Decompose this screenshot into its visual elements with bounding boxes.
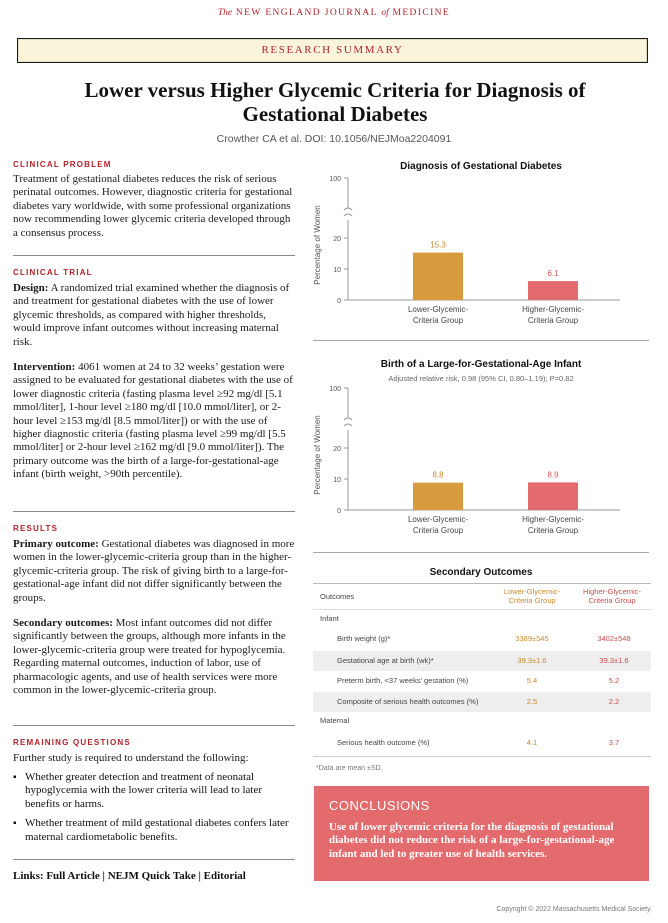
conclusions-text: Use of lower glycemic criteria for the diagnosis of gestational diabetes did not reduce the risk of a large-for-gestational-age infant and led to greater use of health services. (329, 821, 615, 860)
article-links[interactable]: Links: Full Article | NEJM Quick Take | Editorial (13, 870, 246, 882)
col-header-lower (496, 587, 568, 605)
chart1-title: Diagnosis of Gestational Diabetes (400, 161, 562, 172)
table-row (313, 629, 651, 649)
bar (528, 482, 578, 510)
bar (528, 281, 578, 300)
value-higher: 3.7 (608, 738, 620, 747)
intervention-paragraph (13, 361, 295, 482)
y-tick-label: 100 (329, 386, 341, 393)
col-header-higher-line2: Criteria Group (588, 596, 636, 605)
intervention-label: Intervention: (13, 361, 76, 373)
x-category-label: Criteria Group (527, 526, 579, 535)
secondary-outcomes-label: Secondary outcomes: (13, 617, 113, 629)
x-category-label: Lower-Glycemic- (407, 305, 469, 314)
design-text: A randomized trial examined whether the diagnosis of and treatment for gestational diabetes with the use of lower glycemic thresholds, as compared with higher thresholds, would improve infant outcomes without increasing maternal risk. (13, 282, 290, 348)
y-tick-label: 0 (337, 298, 341, 305)
conclusions-heading: CONCLUSIONS (329, 798, 430, 813)
divider (313, 756, 651, 757)
copyright: Copyright © 2022 Massachusetts Medical Society. (496, 906, 652, 913)
design-label: Design: (13, 282, 49, 294)
col-header-lower-line2: Criteria Group (508, 596, 556, 605)
primary-outcome-paragraph (13, 538, 295, 605)
list-item: ▪ Whether greater detection and treatment of neonatal hypoglycemia with the lower criteria will lead to later benefits or harms. (13, 771, 295, 811)
value-lower: 39.3±1.6 (517, 656, 547, 665)
chart-large-for-gestational-age (310, 380, 650, 542)
chart2-subtitle: Adjusted relative risk, 0.98 (95% CI, 0.80–1.19); P=0.82 (388, 374, 574, 383)
divider (313, 609, 651, 610)
y-tick-label: 10 (333, 477, 341, 484)
value-lower: 2.5 (526, 697, 538, 706)
divider (13, 511, 295, 512)
x-category-label: Criteria Group (527, 316, 579, 325)
row-label: Birth weight (g)* (337, 634, 391, 643)
col-header-higher (574, 587, 650, 605)
banner-label: RESEARCH SUMMARY (261, 44, 404, 56)
axis-break-mark (344, 418, 352, 426)
x-category-label: Higher-Glycemic- (522, 515, 584, 524)
table-row (313, 733, 651, 753)
x-category-label: Criteria Group (412, 526, 464, 535)
divider (13, 255, 295, 256)
intervention-text: 4061 women at 24 to 32 weeks’ gestation were assigned to be evaluated for gestational diabetes with the use of lower diagnostic criteria (fasting plasma level ≥92 mg/dl [5.1 mmol/liter], 1-hour level ≥180 mg/dl [10.0 mmol/liter], or 2-hour level ≥153 mg/dl [8.5 mmol/liter]) or with the use of higher diagnostic criteria (fasting plasma level ≥99 mg/dl [5.5 mmol/liter] or 2-hour level ≥162 mg/dl [9.0 mmol/liter]). The primary outcome was the birth of a large-for-gestational-age infant (birth weight, >90th percentile). (13, 361, 293, 481)
bar-value-label: 8.8 (432, 470, 444, 480)
bar (413, 253, 463, 300)
value-lower: 4.1 (526, 738, 538, 747)
row-label: Composite of serious health outcomes (%) (337, 697, 479, 706)
remaining-questions-list (13, 771, 295, 850)
masthead-of: of (381, 8, 389, 18)
value-higher: 3402±548 (597, 634, 631, 643)
results-heading: RESULTS (13, 524, 59, 533)
divider (313, 340, 649, 341)
value-higher: 5.2 (608, 676, 620, 685)
secondary-outcomes-text: Most infant outcomes did not differ significantly between the groups, although more infants in the lower-glycemic-criteria group were treated for hypoglycemia. Regarding maternal outcomes, induction of labor, use of pharmacologic agents, and use of health services were more common in the lower-glycemic-criteria group. (13, 617, 286, 697)
clinical-trial-heading: CLINICAL TRIAL (13, 268, 93, 277)
clinical-problem-text: Treatment of gestational diabetes reduces the risk of serious perinatal outcomes. However, diagnostic criteria for gestational diabetes vary worldwide, with some professional organizations now recommending lower glycemic criteria developed through a consensus process. (13, 173, 293, 239)
x-category-label: Lower-Glycemic- (407, 515, 469, 524)
x-category-label: Higher-Glycemic- (522, 305, 584, 314)
y-tick-label: 20 (333, 236, 341, 243)
value-higher: 39.3±1.6 (599, 656, 629, 665)
clinical-problem-heading: CLINICAL PROBLEM (13, 160, 112, 169)
divider (313, 583, 651, 584)
value-lower: 3389±545 (515, 634, 549, 643)
masthead-the: The (217, 8, 233, 18)
y-axis-label: Percentage of Women (313, 205, 322, 285)
y-tick-label: 100 (329, 176, 341, 183)
secondary-outcomes-title: Secondary Outcomes (429, 567, 533, 578)
chart-diagnosis-gestational-diabetes (310, 170, 650, 332)
masthead-name-part2: MEDICINE (392, 8, 451, 18)
remaining-questions-intro: Further study is required to understand the following: (13, 752, 249, 764)
journal-masthead (0, 8, 668, 18)
table-footnote: *Data are mean ±SD. (316, 765, 383, 772)
divider (313, 552, 649, 553)
primary-outcome-label: Primary outcome: (13, 538, 99, 550)
chart2-title: Birth of a Large-for-Gestational-Age Infant (380, 359, 582, 370)
row-label: Preterm birth, <37 weeks’ gestation (%) (337, 676, 469, 685)
bar-value-label: 6.1 (547, 269, 559, 279)
col-header-outcomes: Outcomes (320, 592, 355, 601)
citation: Crowther CA et al. DOI: 10.1056/NEJMoa2204091 (216, 133, 452, 145)
y-tick-label: 20 (333, 446, 341, 453)
value-higher: 2.2 (608, 697, 620, 706)
list-item: ▪ Whether treatment of mild gestational diabetes confers later maternal cardiometabolic benefits. (13, 817, 295, 844)
row-label: Gestational age at birth (wk)* (337, 656, 434, 665)
research-summary-banner (17, 38, 648, 63)
bar-value-label: 8.9 (547, 470, 559, 480)
remaining-questions-heading: REMAINING QUESTIONS (13, 738, 131, 747)
row-label: Serious health outcome (%) (337, 738, 430, 747)
divider (13, 725, 295, 726)
y-tick-label: 0 (337, 508, 341, 515)
group-label-infant: Infant (320, 614, 339, 623)
table-row (313, 651, 651, 671)
col-header-higher-line1: Higher-Glycemic- (583, 587, 641, 596)
conclusions-box (314, 786, 649, 881)
masthead-name-part1: NEW ENGLAND JOURNAL (235, 8, 378, 18)
design-paragraph (13, 282, 295, 349)
bar (413, 483, 463, 510)
axis-break-mark (344, 208, 352, 216)
primary-outcome-text: Gestational diabetes was diagnosed in more women in the lower-glycemic-criteria group than in the higher-glycemic-criteria group. The risk of giving birth to a large-for-gestational-age infant did not differ significantly between the groups. (13, 538, 295, 604)
y-axis-label: Percentage of Women (313, 415, 322, 495)
table-row (313, 692, 651, 712)
table-row (313, 671, 651, 691)
page-title: Lower versus Higher Glycemic Criteria for Diagnosis of Gestational Diabetes (84, 78, 586, 126)
value-lower: 5.4 (526, 676, 538, 685)
bar-value-label: 15.3 (430, 240, 446, 250)
secondary-outcomes-paragraph (13, 617, 295, 697)
col-header-lower-line1: Lower-Glycemic- (503, 587, 561, 596)
divider (13, 859, 295, 860)
group-label-maternal: Maternal (320, 716, 350, 725)
y-tick-label: 10 (333, 267, 341, 274)
x-category-label: Criteria Group (412, 316, 464, 325)
